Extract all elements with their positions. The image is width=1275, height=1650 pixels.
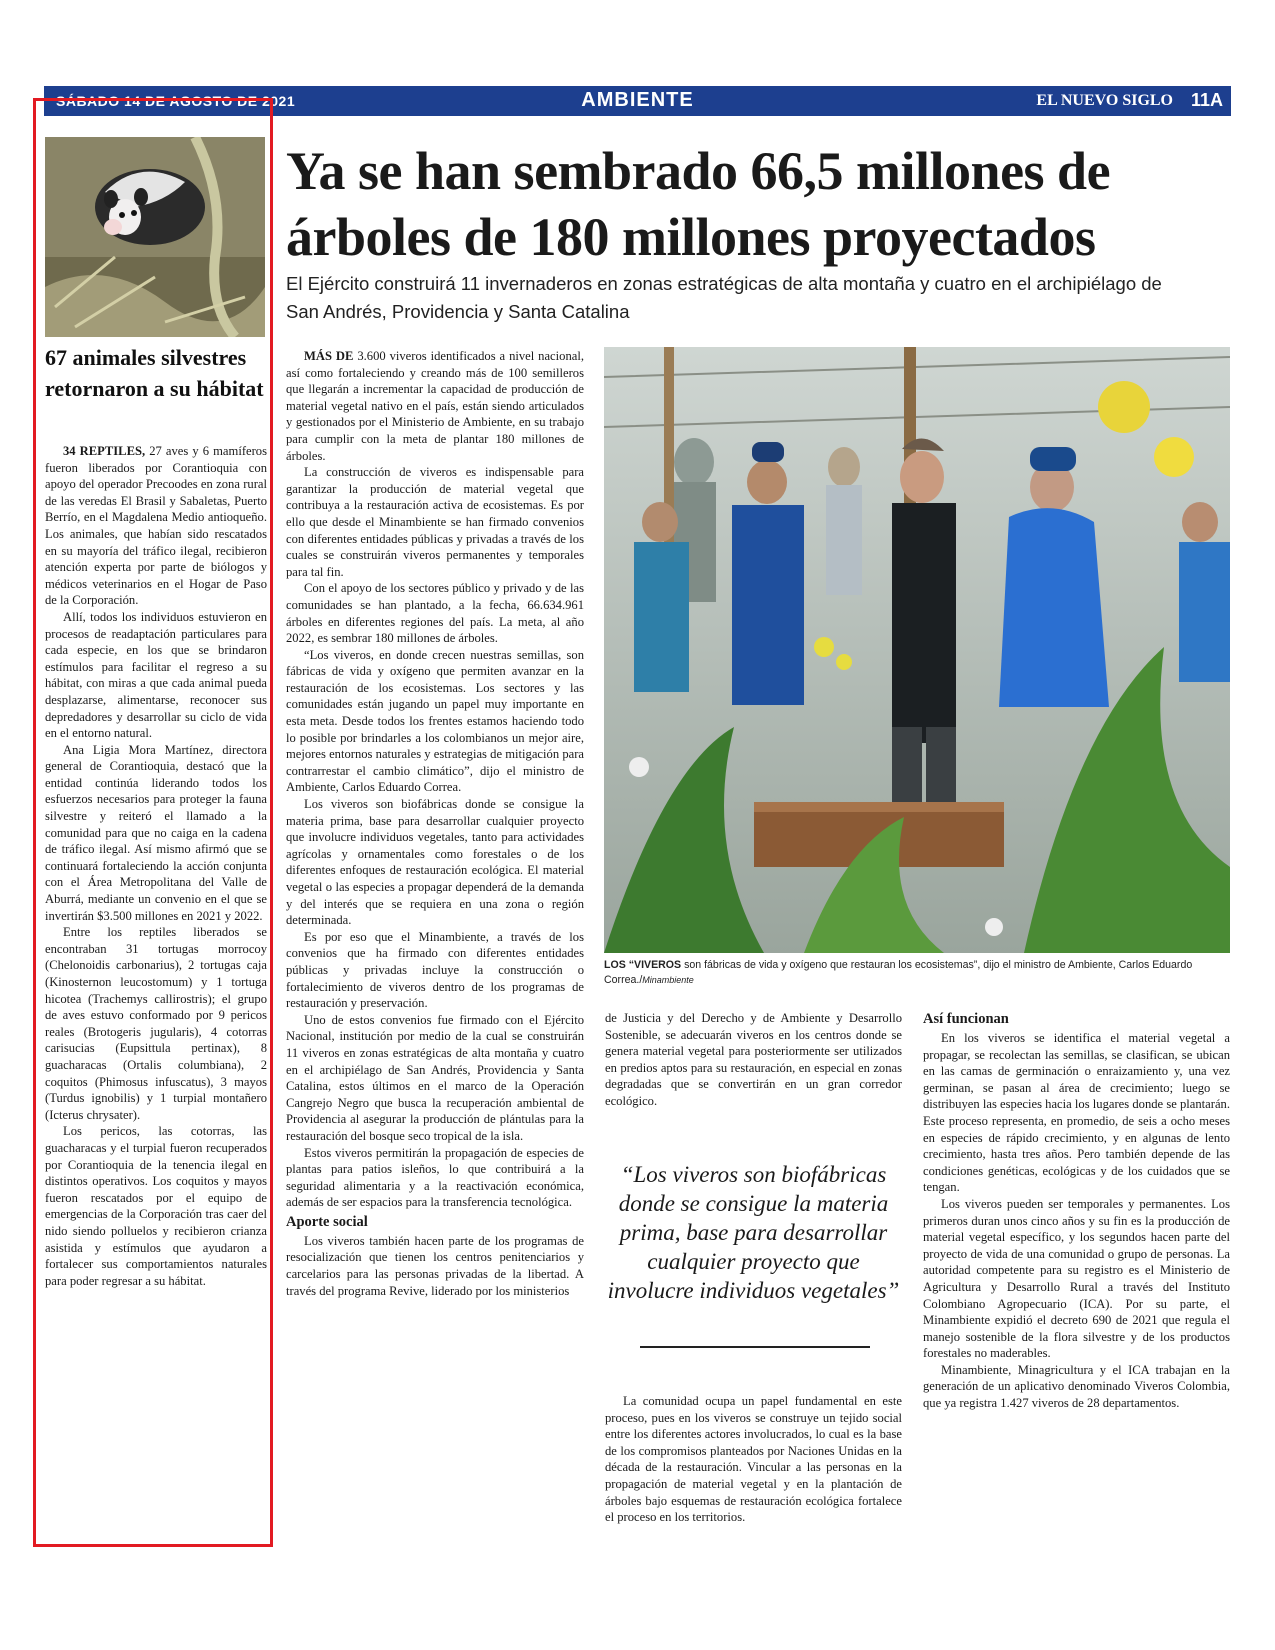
paragraph: La comunidad ocupa un papel fundamental en este proceso, pues en los viveros se construye un tejido social entre los diferentes actores involucrados, lo cual es la base de los compromisos planteados por Naciones Unidas en la década de la restauración. Vincular a las personas en la propagación de material vegetal y en la plantación de árboles bajo esquemas de restauración ecológica fortalece el proceso en los territorios. [605,1394,902,1525]
side-story-lead: 34 REPTILES, [63,444,146,458]
subhead-aporte-social: Aporte social [286,1213,368,1230]
paragraph: La construcción de viveros es indispensable para garantizar la producción de material vegetal que contribuya a la restauración activa de ecosistemas. Es por ello que desde el Minambiente se han firmado convenios con diferentes entidades públicas y privadas a través de los cuales se construirán viveros permanentes y temporales para tal fin. [286,465,584,579]
caption-lead: LOS “VIVEROS [604,959,682,971]
paragraph: “Los viveros, en donde crecen nuestras semillas, son fábricas de vida y oxígeno que permiten avanzar en la restauración de los ecosistemas. Los sectores y las comunidades están jugando un papel muy importante en esta meta. Desde todos los frentes estamos haciendo todo lo posible por brindarles a los colombianos un mejor aire, mejores entornos naturales y estrategias de mitigación para contrarrestar el cambio climático”, dijo el ministro de Ambiente, Carlos Eduardo Correa. [286,647,584,795]
paragraph: Los viveros son biofábricas donde se consigue la materia prima, base para desarrollar cualquier proyecto que involucre individuos vegetales, tanto para actividades agrícolas y ornamentales como forestales o de los diferentes enfoques de restauración ecológica. El material vegetal o las especies a propagar dependerá de la demanda y del interés que se requiera en una zona o región determinada. [286,797,584,928]
greenhouse-photo-illustration [604,347,1230,953]
header-page-number: 11A [1190,90,1223,110]
side-story-body [45,443,267,1289]
pull-quote-rule [640,1346,870,1348]
main-story-photo [604,347,1230,953]
header-paper-name: EL NUEVO SIGLO [1036,92,1173,109]
paragraph: Estos viveros permitirán la propagación de especies de plantas para patios isleños, lo que contribuirá a la seguridad alimentaria y a la reactivación económica, además de ser espacios para la transferencia tecnológica. [286,1145,584,1210]
article-column-2-bottom [605,1393,902,1526]
paragraph: Es por eso que el Minambiente, a través de los convenios que ha firmado con diferentes entidades públicas y privadas incluye la construcción o fortalecimiento de viveros dentro de los programas de restauración y preservación. [286,929,584,1011]
paragraph: Uno de estos convenios fue firmado con el Ejército Nacional, institución por medio de la cual se construirán 11 viveros en zonas estratégicas de alta montaña y cuatro en el archipiélago de San Andrés, Providencia y Santa Catalina, estos últimos en el marco de la Operación Cangrejo Negro que busca la recuperación ambiental de Providencia al asegurar la producción de plántulas para la restauración del bosque seco tropical de la isla. [286,1012,584,1143]
main-headline: Ya se han sembrado 66,5 millones de árboles de 180 millones proyectados [286,141,1111,267]
header-section-name: AMBIENTE [581,89,694,111]
pull-quote: “Los viveros son biofábricas donde se consigue la materia prima, base para desarrollar cualquier proyecto que involucre individuos vegetales” [607,1162,900,1303]
main-story-lead: MÁS DE [304,349,354,363]
header-date: SÁBADO 14 DE AGOSTO DE 2021 [56,93,296,109]
paragraph: En los viveros se identifica el material vegetal a propagar, se recolectan las semillas, se clasifican, se ubican en las camas de germinación o enraizamiento y, una vez germinan, se pasan al área de crecimiento; luego se distribuyen las especies hacia los lugares donde se plantarán. Este proceso representa, en promedio, de seis a ocho meses en especies de rápido crecimiento, y en algunas de lento crecimiento, hasta tres años. Pero también depende de las condiciones genéticas, ecológicas y de los cuidados que se tengan. [923,1031,1230,1195]
paragraph: de Justicia y del Derecho y de Ambiente y Desarrollo Sostenible, se adecuarán viveros en los centros donde se genera material vegetal para posteriormente ser utilizados en predios aptos para su restauración, en especial en zonas degradadas que se convertirán en un gran corredor ecológico. [605,1011,902,1108]
paragraph: Entre los reptiles liberados se encontraban 31 tortugas morrocoy (Chelonoidis carbonarius), 2 tortugas caja (Kinosternon leucostomum) y 1 tortuga hicotea (Trachemys callirostris); el grupo de aves estuvo conformado por 9 pericos reales (Brotogeris jugularis), 4 cotorras carisucias (Eupsittula pertinax), 8 guacharacas (Ortalis columbiana), 2 coquitos (Phimosus infuscatus), 3 mayos (Turdus ignobilis) y 1 turpial montañero (Icterus chrysater). [45,925,267,1122]
article-column-2 [605,1010,902,1110]
paragraph: MÁS DE 3.600 viveros identificados a nivel nacional, así como fortaleciendo y creando más de 100 semilleros que llegarán a incrementar la capacidad de producción de material vegetal nativo en el país, están siendo articulados y gestionados por el Ministerio de Ambiente, en su trabajo para cumplir con la meta de plantar 180 millones de árboles. [286,349,584,463]
article-column-1 [286,348,584,1299]
article-column-3 [923,1008,1230,1412]
paragraph: Minambiente, Minagricultura y el ICA trabajan en la generación de un aplicativo denominado Viveros Colombia, que ya registra 1.427 viveros de 28 departamentos. [923,1362,1230,1411]
side-story-headline: 67 animales silvestres retornaron a su hábitat [45,345,264,401]
paragraph: Los viveros también hacen parte de los programas de resocialización que tienen los centros penitenciarios y carcelarios para las personas privadas de la libertad. A través del programa Revive, liderado por los ministerios [286,1233,584,1298]
paragraph: Con el apoyo de los sectores público y privado y de las comunidades se han plantado, a la fecha, 66.634.961 árboles en diferentes regiones del país. La meta, al año 2022, es sembrar 180 millones de árboles. [286,581,584,646]
paragraph: Ana Ligia Mora Martínez, directora general de Corantioquia, destacó que la entidad continúa liderando todos los esfuerzos necesarios para proteger la fauna silvestre y reiteró el llamado a la comunidad para que no caiga en la cadena de tráfico ilegal. Así mismo afirmó que se continuará fortaleciendo la acción conjunta con el Área Metropolitana del Valle de Aburrá, mediante un convenio en el que se invertirán $3.500 millones en 2021 y 2022. [45,742,267,923]
main-subheadline: El Ejército construirá 11 invernaderos en zonas estratégicas de alta montaña y cuatro en el archipiélago de San Andrés, Providencia y Santa Catalina [286,273,1162,322]
paragraph: Allí, todos los individuos estuvieron en procesos de readaptación particulares para cada especie, en los que se brindaron estímulos para facilitar el regreso a su hábitat, con miras a que cada animal pueda desplazarse, alimentarse, reconocer sus depredadores y desarrollar su ciclo de vida en el entorno natural. [45,609,267,741]
paragraph: 34 REPTILES, 27 aves y 6 mamíferos fueron liberados por Corantioquia con apoyo del operador Precoodes en zona rural de las veredas El Brasil y Sabaletas, Puerto Berrío, en el Magdalena Medio antioqueño. Los animales, que habían sido rescatados en su mayoría del tráfico ilegal, recibieron atención experta por parte de biólogos y médicos veterinarios en el Hogar de Paso de la Corporación. [45,444,267,608]
photo-caption [604,958,1230,988]
caption-text: son fábricas de vida y oxígeno que restauran los ecosistemas”, dijo el ministro de Ambiente, Carlos Eduardo Correa./ [604,959,1193,986]
paragraph: Los pericos, las cotorras, las guacharacas y el turpial fueron recuperados por Corantioquia de la tenencia ilegal en distintos operativos. Los coquitos y mayos fueron rescatados por el equipo de emergencias de la Corporación tras caer del nido siendo polluelos y recibieron crianza asistida y estímulos que ayudaron a fortalecer sus comportamientos naturales para poder regresar a su hábitat. [45,1124,267,1288]
paragraph: Los viveros pueden ser temporales y permanentes. Los primeros duran unos cinco años y su fin es la producción de material vegetal específico, y los segundos hacen parte del proyecto de vida de una comunidad o grupo de personas. La autoridad competente para su registro es el Ministerio de Agricultura y Desarrollo Rural a través del Instituto Colombiano Agropecuario (ICA). Por su parte, el Minambiente expidió el decreto 690 de 2021 que regula el manejo sostenible de la flora silvestre y de los productos forestales no maderables. [923,1196,1230,1361]
subhead-asi-funcionan: Así funcionan [923,1011,1009,1027]
caption-credit: Minambiente [642,975,694,985]
